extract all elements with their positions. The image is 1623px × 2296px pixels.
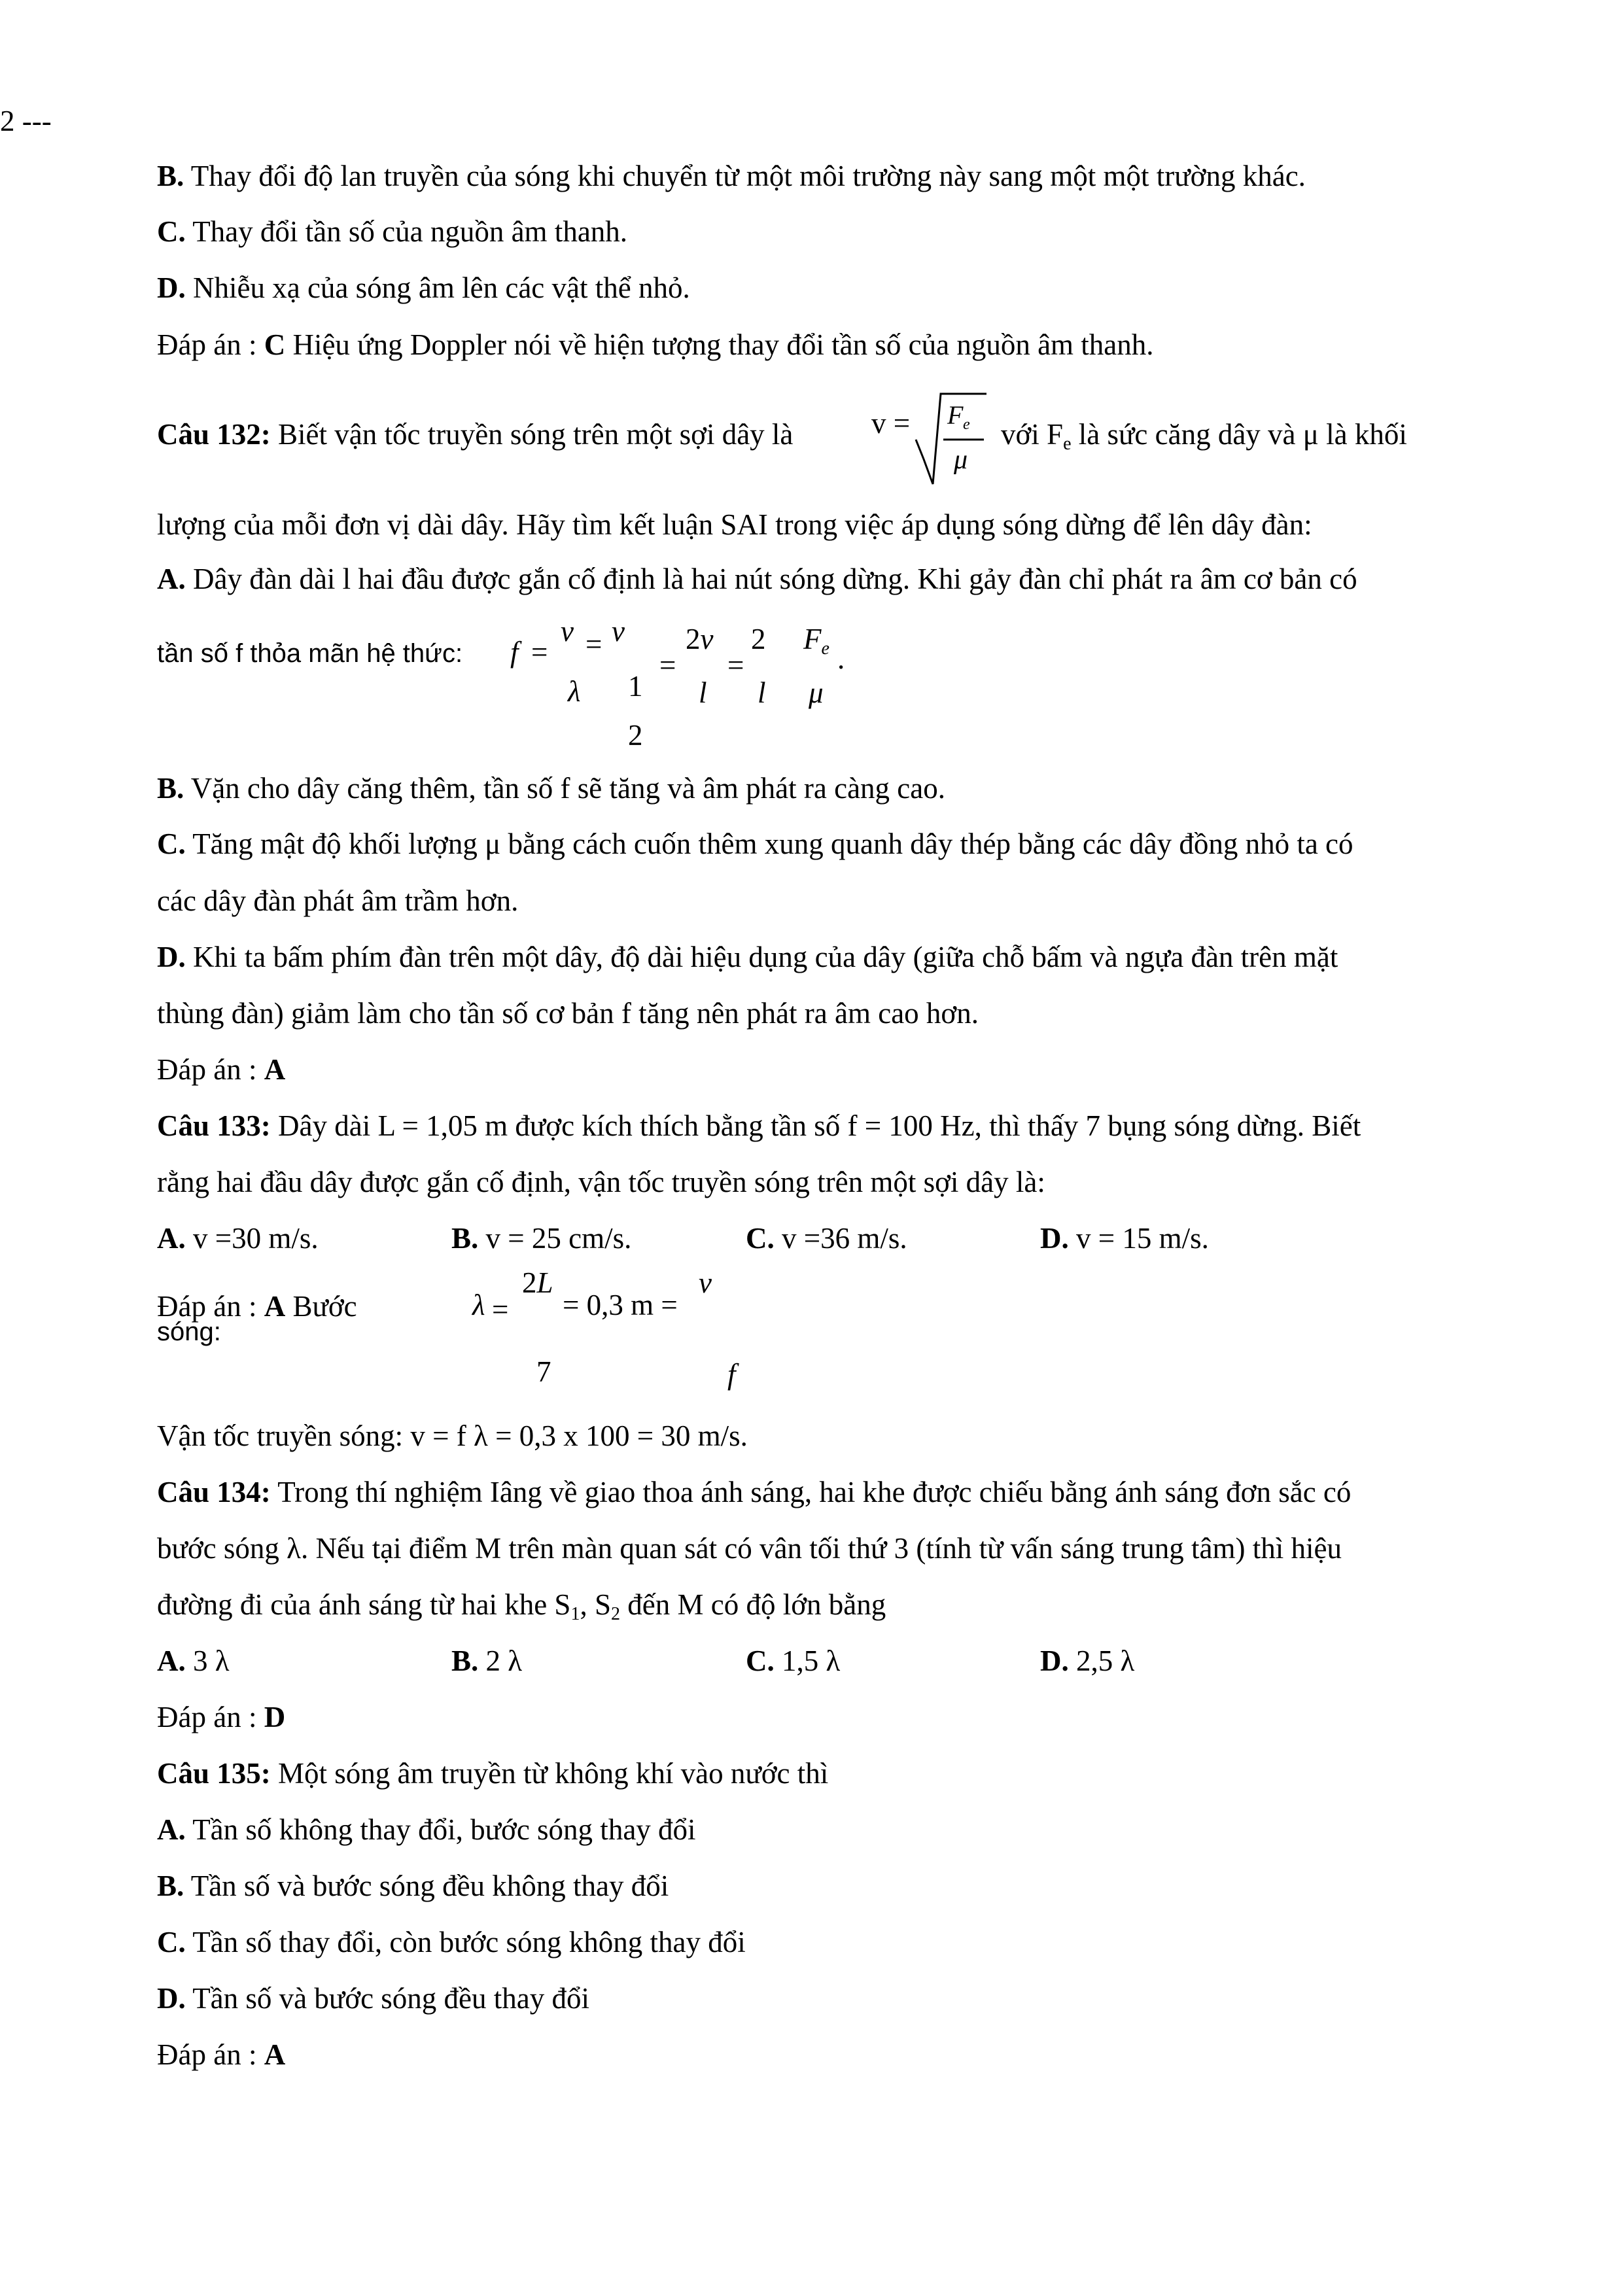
q133-stem: Câu 133: Dây dài L = 1,05 m được kích thích bằng tần số f = 100 Hz, thì thấy 7 bụng sóng dừng. Biết (157, 1109, 1361, 1142)
q135-option-d: D. Tần số và bước sóng đều thay đổi (157, 1982, 590, 2015)
q132-answer: Đáp án : A (157, 1053, 286, 1086)
q135-option-c: C. Tần số thay đổi, còn bước sóng không thay đổi (157, 1926, 746, 1958)
q133-answer: Đáp án : A Bước (157, 1290, 357, 1323)
q134-option: B. 2 λ (451, 1644, 523, 1677)
q132-option-d: D. Khi ta bấm phím đàn trên một dây, độ dài hiệu dụng của dây (giữa chỗ bấm và ngựa đàn trên mặt (157, 941, 1338, 973)
q132-option-b: B. Vặn cho dây căng thêm, tần số f sẽ tăng và âm phát ra càng cao. (157, 772, 946, 805)
q132-stem-part1: Câu 132: Biết vận tốc truyền sóng trên một sợi dây là (157, 418, 794, 451)
q134-option: A. 3 λ (157, 1644, 230, 1677)
q133-answer-word2: sóng: (157, 1317, 221, 1346)
svg-text:v =: v = (871, 407, 911, 440)
svg-text:μ: μ (954, 445, 968, 475)
q131-option-c: C. Thay đổi tần số của nguồn âm thanh. (157, 215, 628, 248)
q134-stem: Câu 134: Trong thí nghiệm Iâng về giao thoa ánh sáng, hai khe được chiếu bằng ánh sáng đơn sắc có (157, 1476, 1352, 1508)
q131-answer: Đáp án : C Hiệu ứng Doppler nói về hiện tượng thay đổi tần số của nguồn âm thanh. (157, 328, 1154, 361)
q132-stem-line2: lượng của mỗi đơn vị dài dây. Hãy tìm kết luận SAI trong việc áp dụng sóng dừng để lên dây đàn: (157, 508, 1312, 541)
q133-option: A. v =30 m/s. (157, 1222, 319, 1255)
q132-stem-part2: với $F_e$ là sức căng dây và μ là khối (1001, 418, 1407, 454)
q132-option-c: C. Tăng mật độ khối lượng μ bằng cách cuốn thêm xung quanh dây thép bằng các dây đồng nhỏ ta có (157, 827, 1353, 860)
q133-option: B. v = 25 cm/s. (451, 1222, 632, 1255)
svg-text:e: e (963, 416, 970, 433)
q133-stem-line2: rằng hai đầu dây được gắn cố định, vận tốc truyền sóng trên một sợi dây là: (157, 1166, 1045, 1198)
q132-option-a-line2: tần số f thỏa mãn hệ thức: (157, 639, 463, 668)
q135-option-b: B. Tần số và bước sóng đều không thay đổi (157, 1870, 669, 1902)
q134-option: D. 2,5 λ (1040, 1644, 1135, 1677)
q135-option-a: A. Tần số không thay đổi, bước sóng thay đổi (157, 1813, 696, 1846)
q131-option-d: D. Nhiễu xạ của sóng âm lên các vật thể nhỏ. (157, 271, 690, 304)
q133-option: D. v = 15 m/s. (1040, 1222, 1209, 1255)
q131-option-b: B. Thay đổi độ lan truyền của sóng khi chuyển từ một môi trường này sang một một trường khác. (157, 160, 1306, 192)
q132-option-c-line2: các dây đàn phát âm trầm hơn. (157, 884, 519, 917)
q135-stem: Câu 135: Một sóng âm truyền từ không khí vào nước thì (157, 1757, 829, 1790)
q134-answer: Đáp án : D (157, 1701, 286, 1733)
q132-option-a: A. Dây đàn dài l hai đầu được gắn cố định là hai nút sóng dừng. Khi gảy đàn chỉ phát ra âm cơ bản có (157, 563, 1357, 595)
q134-stem-line2: bước sóng λ. Nếu tại điểm M trên màn quan sát có vân tối thứ 3 (tính từ vấn sáng trung tâm) thì hiệu (157, 1532, 1342, 1565)
q132-option-d-line2: thùng đàn) giảm làm cho tần số cơ bản f tăng nên phát ra âm cao hơn. (157, 997, 979, 1030)
velocity-formula (870, 387, 994, 485)
page-marker: 2 --- (0, 105, 52, 137)
svg-text:F: F (947, 400, 964, 430)
q135-answer: Đáp án : A (157, 2038, 286, 2071)
q134-option: C. 1,5 λ (746, 1644, 841, 1677)
q134-stem-line3: đường đi của ánh sáng từ hai khe $S_1$, $S_2$ đến M có độ lớn bằng (157, 1588, 886, 1624)
q133-velocity-line: Vận tốc truyền sóng: v = f λ = 0,3 x 100 = 30 m/s. (157, 1419, 748, 1452)
q133-option: C. v =36 m/s. (746, 1222, 907, 1255)
